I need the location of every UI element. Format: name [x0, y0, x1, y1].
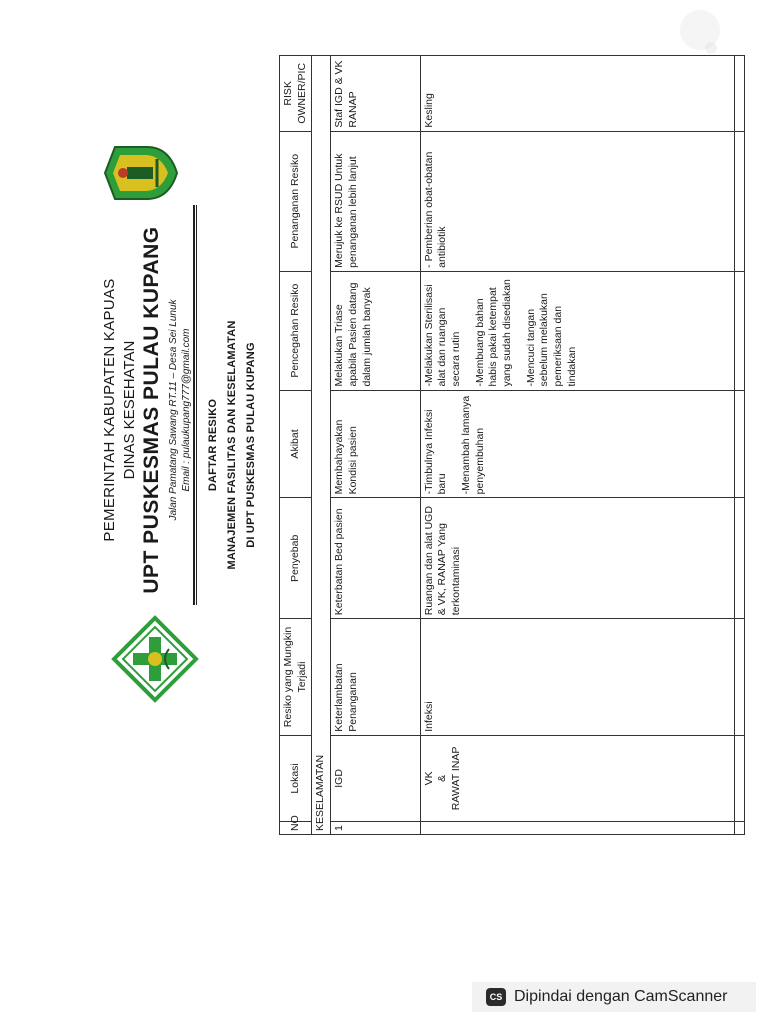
title-location: DI UPT PUSKESMAS PULAU KUPANG: [245, 342, 257, 548]
title-sub: MANAJEMEN FASILITAS DAN KESELAMATAN: [226, 320, 238, 570]
letterhead: [95, 55, 270, 835]
government-name: PEMERINTAH KABUPATEN KAPUAS: [101, 278, 118, 542]
cell-lokasi: IGD: [331, 735, 420, 821]
cell-penyebab: Ruangan dan alat UGD & VK, RANAP Yang terkontaminasi: [420, 498, 734, 619]
col-header-no: NO: [280, 822, 312, 835]
akibat-item: -Menambah lamanya penyembuhan: [460, 395, 486, 495]
section-label: KESELAMATAN: [312, 56, 331, 835]
cell-akibat: Membahayakan Kondisi pasien: [331, 390, 420, 498]
pencegahan-item: -Mencuci tangan sebelum melakukan pemeriksaan dan tindakan: [524, 293, 578, 387]
table-row: [420, 56, 734, 835]
email: Email : pulaukupang777@gmail.com: [181, 328, 192, 492]
pencegahan-item: -Membuang bahan habis pakai ketempat yang sudah disediakan: [473, 279, 513, 387]
pencegahan-item: -Melakukan Sterilisasi alat dan ruangan secara rutin: [422, 284, 463, 387]
address: Jalan Pamatang Sawang RT.11 – Desa Sei Lunuk: [168, 299, 179, 521]
institution-name: UPT PUSKESMAS PULAU KUPANG: [140, 226, 163, 594]
col-header-penanganan: Penanganan Resiko: [280, 131, 312, 271]
col-header-akibat: Akibat: [280, 390, 312, 498]
cell-penyebab: Keterbatan Bed pasien: [331, 498, 420, 619]
cell-penanganan: Merujuk ke RSUD Untuk penanganan lebih lanjut: [331, 131, 420, 271]
cell-akibat: [420, 390, 734, 498]
cell-pencegahan: Melakukan Triase apabila Pasien datang dalam jumlah banyak: [331, 271, 420, 390]
table-row: [331, 56, 420, 835]
cell-owner: Staf IGD & VK RANAP: [331, 56, 420, 132]
cell-resiko: Infeksi: [420, 619, 734, 736]
cell-pencegahan: [420, 271, 734, 390]
col-header-lokasi: Lokasi: [280, 735, 312, 821]
title-main: DAFTAR RESIKO: [207, 398, 219, 492]
letterhead-rule-thin: [196, 205, 197, 605]
cell-owner: Kesling: [420, 56, 734, 132]
lokasi-line: VK: [422, 771, 435, 786]
empty-row: [735, 56, 745, 835]
cell-penanganan: - Pemberian obat-obatan antibiotik: [420, 131, 734, 271]
section-row: [312, 56, 331, 835]
cell-no: [420, 822, 734, 835]
lokasi-line: RAWAT INAP: [450, 746, 463, 811]
risk-register-table: [279, 55, 745, 835]
camscanner-text: Dipindai dengan CamScanner: [514, 988, 728, 1005]
letterhead-text: [101, 200, 192, 620]
cell-lokasi: [420, 735, 734, 821]
document-titles: [207, 55, 264, 835]
lokasi-line: &: [436, 774, 449, 782]
col-header-penyebab: Penyebab: [280, 498, 312, 619]
col-header-owner: RISK OWNER/PIC: [280, 56, 312, 132]
table-header-row: [280, 56, 312, 835]
cell-no: 1: [331, 822, 420, 835]
camscanner-watermark: [472, 982, 756, 1012]
col-header-resiko: Resiko yang Mungkin Terjadi: [280, 619, 312, 736]
puskesmas-emblem-icon: [111, 615, 199, 703]
akibat-item: -Timbulnya Infeksi baru: [422, 409, 449, 495]
department-name: DINAS KESEHATAN: [121, 340, 138, 480]
camscanner-logo-icon: CS: [486, 988, 506, 1006]
kapuas-emblem-icon: [103, 141, 179, 205]
cell-resiko: Keterlambatan Penanganan: [331, 619, 420, 736]
col-header-pencegahan: Pencegahan Resiko: [280, 271, 312, 390]
letterhead-rule: [193, 205, 195, 605]
scan-smudge: [705, 42, 717, 54]
rotated-document-page: [95, 55, 745, 835]
